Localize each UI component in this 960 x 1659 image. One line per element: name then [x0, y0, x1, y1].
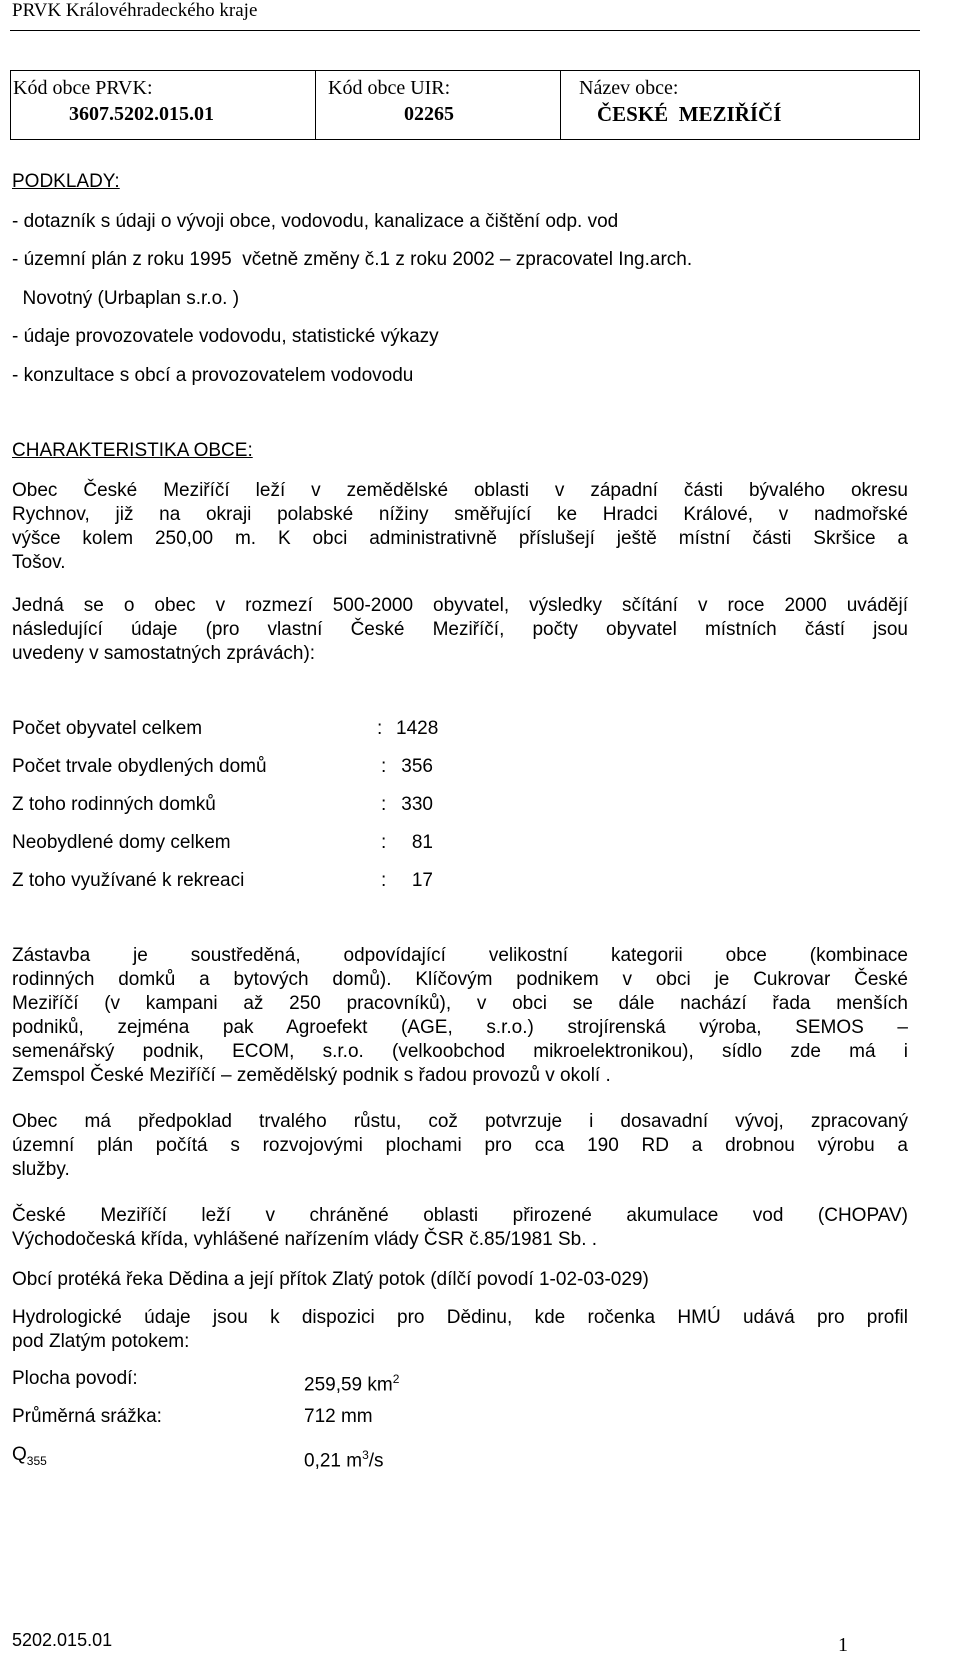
charakteristika-heading: CHARAKTERISTIKA OBCE: [12, 440, 253, 461]
stat-colon: : [381, 794, 387, 815]
paragraph-line: následující údaje (pro vlastní České Meziříčí, počty obyvatel místních částí jsou [12, 619, 908, 640]
paragraph-line: Jedná se o obec v rozmezí 500-2000 obyvatel, výsledky sčítání v roce 2000 uvádějí [12, 595, 908, 616]
municipality-name-value: ČESKÉ MEZIŘÍČÍ [597, 102, 782, 126]
prvk-code-cell [11, 71, 316, 140]
charakteristika-section [12, 441, 253, 461]
paragraph-line: Obec má předpoklad trvalého růstu, což potvrzuje i dosavadní vývoj, zpracovaný [12, 1111, 908, 1132]
footer-page-number: 1 [838, 1634, 848, 1656]
paragraph-line: uvedeny v samostatných zprávách): [12, 643, 316, 664]
hydro-q-sup: 3 [362, 1448, 369, 1462]
hydro-area-value [304, 1366, 399, 1398]
podklady-section [12, 172, 120, 192]
paragraph-line: výšce kolem 250,00 m. K obci administrativně příslušejí ještě místní části Skršice a [12, 528, 908, 549]
podklady-line-2 [12, 250, 692, 270]
podklady-line: - dotazník s údaji o vývoji obce, vodovodu, kanalizace a čištění odp. vod [12, 211, 619, 232]
paragraph-line: Východočeská křída, vyhlášené nařízením vlády ČSR č.85/1981 Sb. . [12, 1229, 598, 1250]
podklady-line-5 [12, 366, 413, 386]
paragraph-census [12, 594, 908, 666]
podklady-heading: PODKLADY: [12, 171, 120, 192]
paragraph-line: Hydrologické údaje jsou k dispozici pro Dědinu, kde ročenka HMÚ udává pro profil [12, 1307, 908, 1328]
stat-label: Neobydlené domy celkem [12, 832, 231, 853]
hydro-q-sub: 355 [26, 1453, 47, 1468]
paragraph-hydrology [12, 1306, 908, 1354]
prvk-code-value: 3607.5202.015.01 [69, 103, 214, 125]
paragraph-line: Obec České Meziříčí leží v zemědělské oblasti v západní části bývalého okresu [12, 480, 908, 501]
paragraph-chopav [12, 1204, 908, 1252]
stat-value: 356 [396, 756, 433, 777]
stat-label: Z toho rodinných domků [12, 794, 216, 815]
paragraph-line: územní plán počítá s rozvojovými plochami pro cca 190 RD a drobnou výrobu a [12, 1135, 908, 1156]
stat-label: Z toho využívané k rekreaci [12, 870, 245, 891]
hydro-q-value [304, 1442, 384, 1474]
paragraph-line: semenářský podnik, ECOM, s.r.o. (velkoobchod mikroelektronikou), sídlo zde má i [12, 1041, 908, 1062]
footer-document-code: 5202.015.01 [12, 1630, 113, 1650]
stat-label: Počet obyvatel celkem [12, 718, 203, 739]
paragraph-line: Tošov. [12, 552, 66, 573]
podklady-line-1 [12, 212, 618, 232]
hydro-area-number: 259,59 km [304, 1374, 393, 1396]
paragraph-line: rodinných domků a bytových domů). Klíčovým podnikem v obci je Cukrovar České [12, 969, 908, 990]
uir-code-value: 02265 [404, 103, 454, 125]
stat-colon: : [381, 756, 387, 777]
podklady-line-4 [12, 327, 439, 347]
stat-colon: : [381, 870, 387, 891]
podklady-line-3 [12, 289, 239, 309]
paragraph-location [12, 479, 908, 575]
podklady-line: - údaje provozovatele vodovodu, statistické výkazy [12, 326, 439, 347]
paragraph-line: Rychnov, již na okraji polabské nížiny směřující ke Hradci Králové, v nadmořské [12, 504, 908, 525]
stat-colon: : [377, 718, 383, 739]
paragraph-line: Zástavba je soustředěná, odpovídající velikostní kategorii obce (kombinace [12, 945, 908, 966]
hydro-q-letter: Q [12, 1444, 27, 1465]
paragraph-line: Obcí protéká řeka Dědina a její přítok Zlatý potok (dílčí povodí 1-02-03-029) [12, 1269, 649, 1290]
podklady-line: Novotný (Urbaplan s.r.o. ) [12, 288, 240, 309]
stat-colon: : [381, 832, 387, 853]
stat-value: 1428 [396, 718, 439, 739]
stat-label: Počet trvale obydlených domů [12, 756, 267, 777]
municipality-name-label: Název obce: [579, 77, 679, 99]
stat-value: 81 [396, 832, 433, 853]
hydro-area-sup: 2 [392, 1372, 400, 1386]
header-rule [10, 30, 920, 31]
paragraph-development [12, 944, 908, 1088]
stat-value: 17 [396, 870, 433, 891]
hydro-rain-label: Průměrná srážka: [12, 1406, 162, 1427]
paragraph-river [12, 1268, 908, 1292]
page-header-title: PRVK Královéhradeckého kraje [12, 0, 258, 21]
stat-value: 330 [396, 794, 433, 815]
uir-code-label: Kód obce UIR: [328, 77, 451, 99]
paragraph-growth [12, 1110, 908, 1182]
prvk-code-label: Kód obce PRVK: [13, 77, 153, 99]
uir-code-cell [316, 71, 561, 140]
paragraph-line: podniků, zejména pak Agroefekt (AGE, s.r.o.) strojírenská výroba, SEMOS – [12, 1017, 908, 1038]
podklady-line: - územní plán z roku 1995 včetně změny č.1 z roku 2002 – zpracovatel Ing.arch. [12, 249, 693, 270]
paragraph-line: služby. [12, 1159, 70, 1180]
hydro-q-unit-tail: /s [368, 1450, 384, 1472]
hydro-q-number: 0,21 m [304, 1450, 363, 1472]
paragraph-line: pod Zlatým potokem: [12, 1331, 190, 1352]
hydro-rain-value: 712 mm [304, 1406, 373, 1427]
paragraph-line: Meziříčí (v kampani až 250 pracovníků), v obci se dále nachází řada menších [12, 993, 908, 1014]
municipality-name-cell [561, 71, 920, 140]
podklady-line: - konzultace s obcí a provozovatelem vodovodu [12, 365, 414, 386]
paragraph-line: České Meziříčí leží v chráněné oblasti přirozené akumulace vod (CHOPAV) [12, 1205, 908, 1226]
municipality-codes-table [10, 70, 920, 140]
paragraph-line: Zemspol České Meziříčí – zemědělský podnik s řadou provozů v okolí . [12, 1065, 611, 1086]
hydro-area-label: Plocha povodí: [12, 1368, 138, 1389]
hydro-q-label [12, 1442, 47, 1474]
